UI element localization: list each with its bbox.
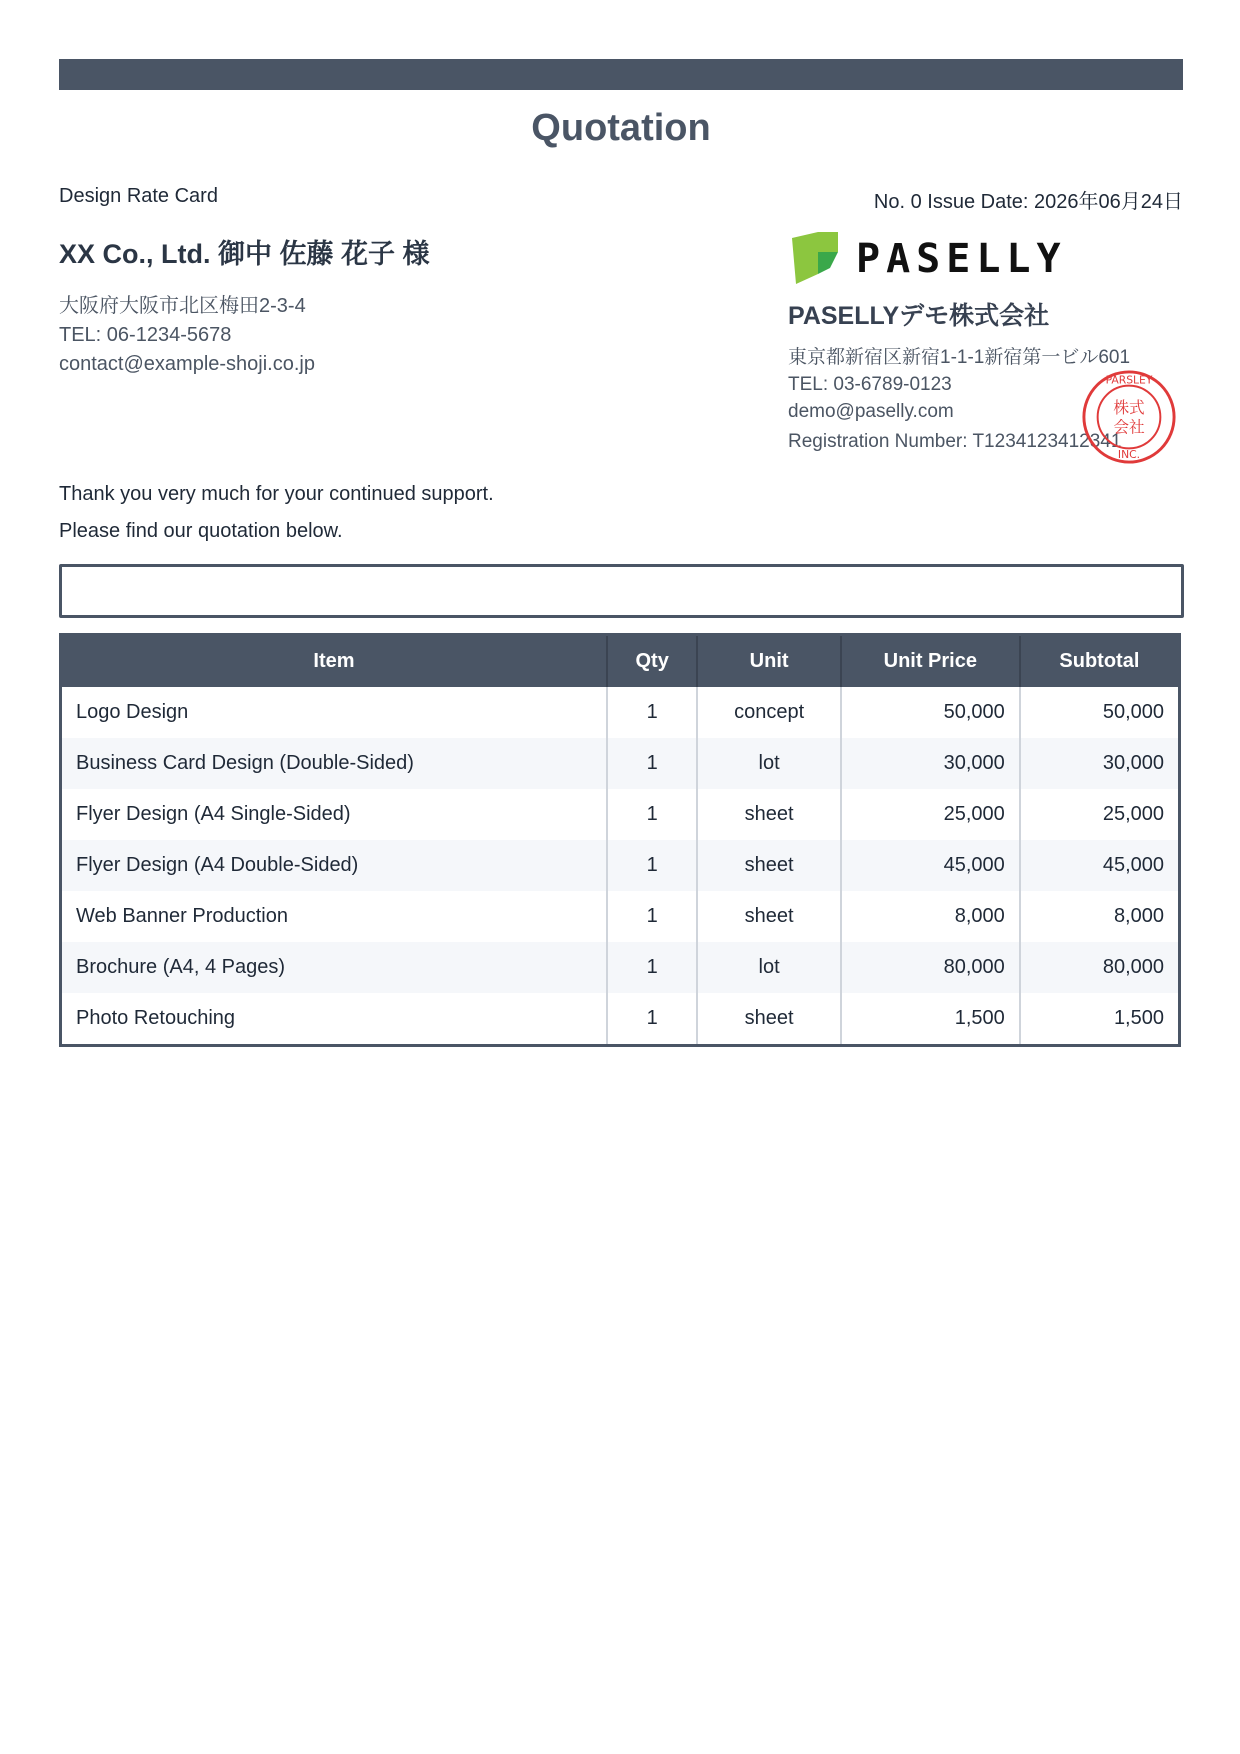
- cell-unit: lot: [697, 738, 840, 789]
- table-row: [61, 687, 1180, 738]
- svg-text:PASELLY: PASELLY: [856, 236, 1067, 282]
- cell-qty: 1: [607, 942, 697, 993]
- issuer-address: 東京都新宿区新宿1-1-1新宿第一ビル601: [788, 347, 1131, 368]
- cell-unit-price: 50,000: [841, 687, 1020, 738]
- cell-qty: 1: [607, 840, 697, 891]
- cell-item: Business Card Design (Double-Sided): [61, 738, 607, 789]
- document-title: Quotation: [531, 107, 711, 149]
- cell-unit-price: 45,000: [841, 840, 1020, 891]
- cell-item: Photo Retouching: [61, 993, 607, 1046]
- client-info: [59, 292, 315, 379]
- cell-subtotal: 25,000: [1102, 803, 1164, 825]
- cell-unit-price: 8,000: [841, 891, 1020, 942]
- client-tel: TEL: 06-1234-5678: [59, 324, 232, 346]
- document-number: No. 0: [873, 191, 922, 213]
- table-row: [61, 840, 1180, 891]
- svg-text:INC.: INC.: [1117, 448, 1141, 462]
- registration-number: Registration Number: T1234123412341: [788, 431, 1122, 452]
- cell-subtotal: 8,000: [1113, 905, 1164, 927]
- client-email: contact@example-shoji.co.jp: [59, 353, 315, 375]
- issuer-info: [788, 344, 1130, 425]
- company-logo: [788, 230, 1088, 286]
- cell-subtotal: 50,000: [1102, 701, 1164, 723]
- cell-item: Flyer Design (A4 Double-Sided): [61, 840, 607, 891]
- items-table: [59, 633, 1181, 1047]
- header-unit: Unit: [697, 635, 840, 688]
- top-bar: [59, 59, 1183, 90]
- cell-subtotal: 80,000: [1020, 942, 1180, 993]
- cell-qty: 1: [607, 789, 697, 840]
- svg-text:PARSLEY: PARSLEY: [1105, 373, 1153, 387]
- cell-qty: 1: [607, 993, 697, 1046]
- issue-date: Issue Date: 2026年06月24日: [927, 191, 1183, 213]
- table-row: [61, 993, 1180, 1046]
- cell-subtotal: 45,000: [1020, 840, 1180, 891]
- cell-unit: sheet: [697, 789, 840, 840]
- document-meta: [874, 185, 1183, 214]
- cell-qty: 1: [607, 738, 697, 789]
- cell-item: Web Banner Production: [61, 891, 607, 942]
- company-seal-stamp: [1080, 368, 1178, 466]
- issuer-company-name: PASELLYデモ株式会社: [788, 302, 1050, 330]
- svg-text:会社: 会社: [1113, 417, 1145, 437]
- greeting-line-2: Please find our quotation below.: [59, 520, 343, 542]
- table-header-row: [61, 635, 1180, 688]
- header-subtotal: Subtotal: [1020, 635, 1180, 688]
- cell-item: Flyer Design (A4 Single-Sided): [61, 789, 607, 840]
- document-subject: Design Rate Card: [59, 185, 218, 207]
- note-box: [59, 564, 1184, 618]
- svg-text:株式: 株式: [1113, 398, 1145, 418]
- header-qty: Qty: [607, 635, 697, 688]
- greeting: [59, 476, 494, 550]
- cell-qty: 1: [607, 891, 697, 942]
- cell-unit-price: 80,000: [841, 942, 1020, 993]
- table-row: [61, 738, 1180, 789]
- cell-unit-price: 25,000: [841, 789, 1020, 840]
- cell-unit-price: 1,500: [841, 993, 1020, 1046]
- greeting-line-1: Thank you very much for your continued support.: [59, 483, 494, 505]
- cell-unit: concept: [697, 687, 840, 738]
- cell-unit: sheet: [697, 993, 840, 1046]
- header-item: Item: [61, 635, 607, 688]
- client-name: XX Co., Ltd. 御中 佐藤 花子 様: [59, 239, 430, 269]
- client-address: 大阪府大阪市北区梅田2-3-4: [59, 295, 306, 317]
- cell-unit: sheet: [697, 891, 840, 942]
- cell-subtotal: 1,500: [1113, 1007, 1164, 1029]
- cell-unit: lot: [697, 942, 840, 993]
- cell-unit: sheet: [697, 840, 840, 891]
- table-row: [61, 891, 1180, 942]
- issuer-tel: TEL: 03-6789-0123: [788, 374, 952, 395]
- cell-qty: 1: [607, 687, 697, 738]
- table-row: [61, 942, 1180, 993]
- table-row: [61, 789, 1180, 840]
- cell-unit-price: 30,000: [841, 738, 1020, 789]
- cell-item: Logo Design: [61, 687, 607, 738]
- header-unit-price: Unit Price: [841, 635, 1020, 688]
- cell-item: Brochure (A4, 4 Pages): [61, 942, 607, 993]
- cell-subtotal: 30,000: [1020, 738, 1180, 789]
- issuer-email: demo@paselly.com: [788, 401, 954, 422]
